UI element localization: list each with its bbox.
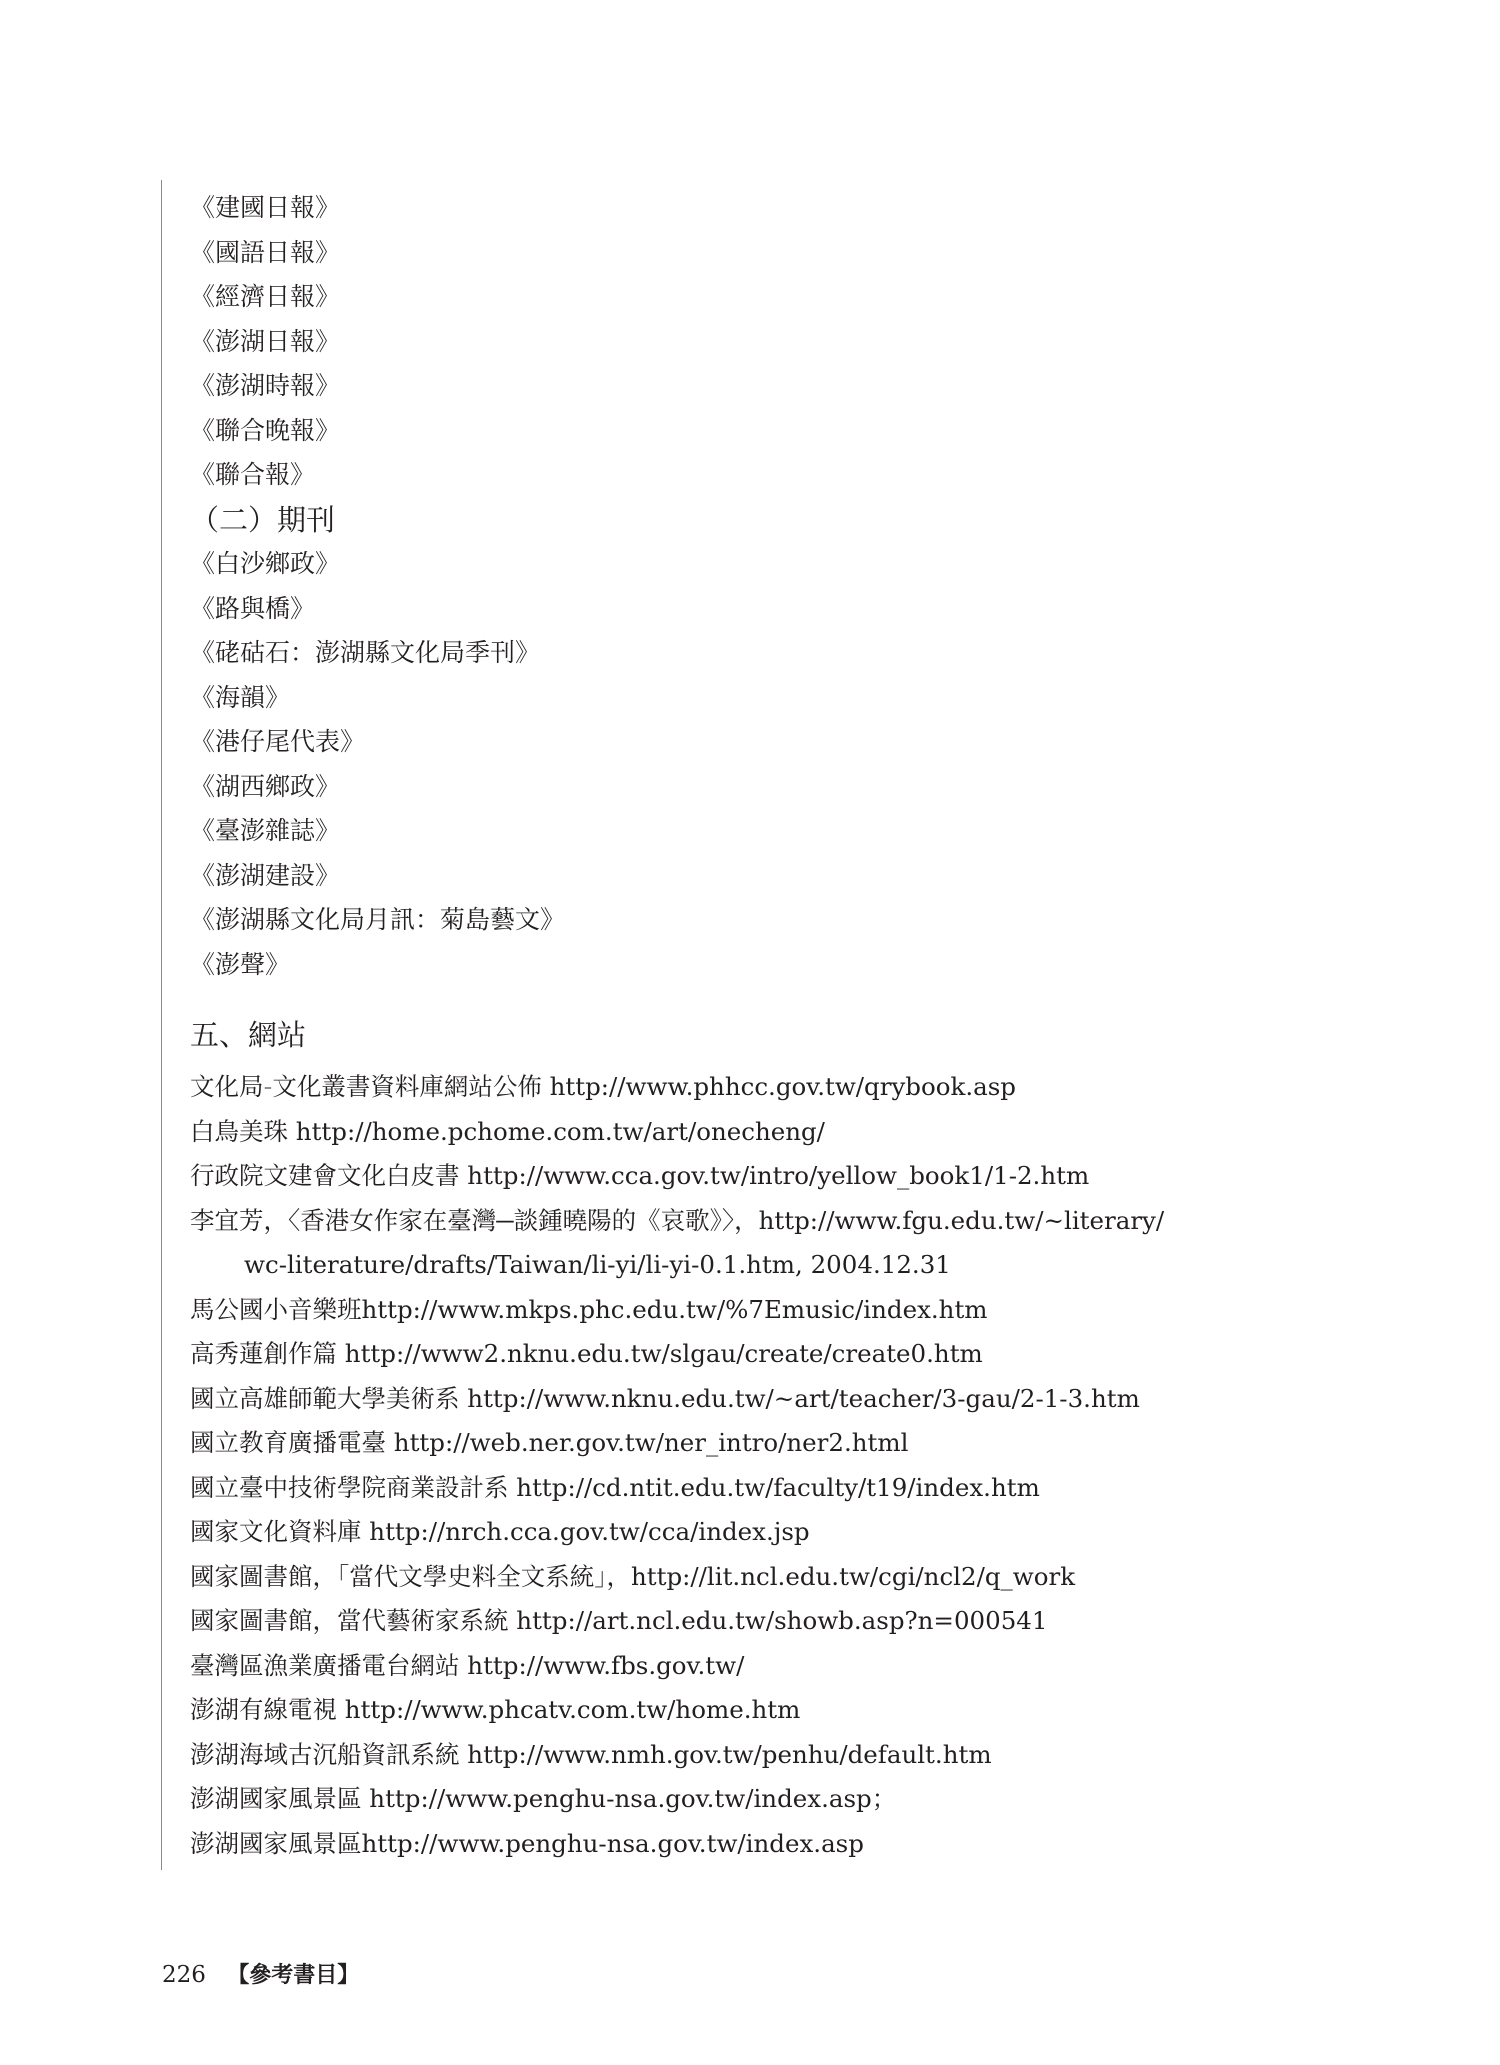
website-name: 文化局-文化叢書資料庫網站公佈 bbox=[190, 1072, 550, 1101]
website-url: http://www.fbs.gov.tw/ bbox=[467, 1650, 745, 1680]
website-url: http://www.cca.gov.tw/intro/yellow_book1/1-2.htm bbox=[467, 1161, 1090, 1190]
periodical-item: 《硓𥑮石：澎湖縣文化局季刊》 bbox=[190, 638, 541, 667]
website-url: http://www.mkps.phc.edu.tw/%7Emusic/index.htm bbox=[361, 1294, 988, 1324]
website-entry bbox=[190, 1555, 1390, 1600]
website-entry bbox=[190, 1110, 1390, 1155]
periodical-item: 《湖西鄉政》 bbox=[190, 771, 341, 801]
website-url: http://www.penghu-nsa.gov.tw/index.asp bbox=[361, 1828, 864, 1858]
newspaper-item: 《聯合晚報》 bbox=[190, 415, 341, 445]
website-url: http://www.penghu-nsa.gov.tw/index.asp； bbox=[369, 1784, 897, 1813]
website-url: http://nrch.cca.gov.tw/cca/index.jsp bbox=[369, 1517, 810, 1546]
website-url: http://www.phcatv.com.tw/home.htm bbox=[344, 1695, 801, 1724]
website-entry bbox=[190, 1688, 1390, 1733]
newspaper-item: 《國語日報》 bbox=[190, 237, 341, 267]
website-entry bbox=[190, 1199, 1390, 1244]
periodicals-heading: （二）期刊 bbox=[190, 502, 336, 537]
website-entry bbox=[190, 1421, 1390, 1466]
newspaper-item: 《澎湖日報》 bbox=[190, 326, 341, 356]
website-name: 李宜芳，〈香港女作家在臺灣─談鍾曉陽的《哀歌》〉， bbox=[190, 1205, 759, 1235]
website-name: 行政院文建會文化白皮書 bbox=[190, 1161, 468, 1190]
website-name: 國立高雄師範大學美術系 bbox=[190, 1383, 468, 1413]
website-entry-continuation bbox=[190, 1243, 1390, 1288]
periodical-item: 《港仔尾代表》 bbox=[190, 727, 366, 756]
website-list bbox=[190, 1065, 1390, 1866]
newspaper-item: 《建國日報》 bbox=[190, 193, 341, 222]
website-name: 國家文化資料庫 bbox=[190, 1517, 370, 1546]
website-name: 馬公國小音樂班 bbox=[190, 1294, 362, 1324]
website-url: http://cd.ntit.edu.tw/faculty/t19/index.htm bbox=[516, 1472, 1040, 1502]
website-entry bbox=[190, 1644, 1390, 1689]
website-url: http://www.nmh.gov.tw/penhu/default.htm bbox=[467, 1739, 992, 1769]
newspaper-item: 《澎湖時報》 bbox=[190, 371, 341, 400]
website-url: http://home.pchome.com.tw/art/onecheng/ bbox=[295, 1116, 825, 1146]
periodical-item: 《白沙鄉政》 bbox=[190, 549, 341, 578]
website-entry bbox=[190, 1332, 1390, 1377]
website-entry bbox=[190, 1822, 1390, 1867]
website-entry bbox=[190, 1288, 1390, 1333]
periodical-item: 《澎湖建設》 bbox=[190, 860, 341, 890]
periodical-list bbox=[190, 542, 1390, 987]
website-url: http://www.phhcc.gov.tw/qrybook.asp bbox=[549, 1072, 1016, 1101]
website-url: http://www.nknu.edu.tw/~art/teacher/3-gau/2-1-3.htm bbox=[467, 1383, 1140, 1413]
newspaper-item: 《經濟日報》 bbox=[190, 282, 341, 311]
website-name: 臺灣區漁業廣播電台網站 bbox=[190, 1650, 468, 1680]
running-head: 【參考書目】 bbox=[227, 1963, 360, 1988]
website-url: http://web.ner.gov.tw/ner_intro/ner2.html bbox=[393, 1428, 909, 1457]
periodical-item: 《臺澎雜誌》 bbox=[190, 816, 341, 845]
website-entry bbox=[190, 1510, 1390, 1555]
website-name: 澎湖有線電視 bbox=[190, 1695, 345, 1724]
website-name: 國立臺中技術學院商業設計系 bbox=[190, 1472, 517, 1502]
newspaper-item: 《聯合報》 bbox=[190, 460, 316, 489]
website-entry bbox=[190, 1599, 1390, 1644]
website-name: 高秀蓮創作篇 bbox=[190, 1339, 345, 1368]
website-entry bbox=[190, 1777, 1390, 1822]
website-entry bbox=[190, 1065, 1390, 1110]
periodical-item: 《路與橋》 bbox=[190, 593, 316, 623]
website-url: http://www.fgu.edu.tw/~literary/ bbox=[758, 1205, 1165, 1235]
websites-heading: 五、網站 bbox=[190, 1018, 307, 1052]
website-url: http://www2.nknu.edu.tw/slgau/create/create0.htm bbox=[344, 1339, 983, 1368]
website-name: 白鳥美珠 bbox=[190, 1116, 296, 1146]
website-entry bbox=[190, 1154, 1390, 1199]
newspaper-list bbox=[190, 186, 1390, 498]
website-name: 國立教育廣播電臺 bbox=[190, 1428, 394, 1457]
website-entry bbox=[190, 1733, 1390, 1778]
website-url: http://lit.ncl.edu.tw/cgi/ncl2/q_work bbox=[631, 1561, 1076, 1591]
left-margin-rule bbox=[161, 180, 162, 1870]
website-name: 澎湖國家風景區 bbox=[190, 1784, 370, 1813]
website-entry bbox=[190, 1466, 1390, 1511]
periodical-item: 《澎聲》 bbox=[190, 949, 291, 979]
website-url: wc-literature/drafts/Taiwan/li-yi/li-yi-0.1.htm, 2004.12.31 bbox=[244, 1250, 951, 1279]
website-name: 國家圖書館，當代藝術家系統 bbox=[190, 1606, 517, 1635]
website-name: 澎湖國家風景區 bbox=[190, 1828, 362, 1858]
website-name: 澎湖海域古沉船資訊系統 bbox=[190, 1739, 468, 1769]
website-name: 國家圖書館，「當代文學史料全文系統」， bbox=[190, 1561, 631, 1591]
website-url: http://art.ncl.edu.tw/showb.asp?n=000541 bbox=[516, 1606, 1048, 1635]
periodical-item: 《海韻》 bbox=[190, 682, 291, 712]
website-entry bbox=[190, 1377, 1390, 1422]
periodical-item: 《澎湖縣文化局月訊：菊島藝文》 bbox=[190, 905, 566, 934]
page-number: 226 bbox=[162, 1962, 206, 1988]
page-footer bbox=[162, 1958, 359, 1989]
bibliography-content bbox=[190, 186, 1390, 1866]
